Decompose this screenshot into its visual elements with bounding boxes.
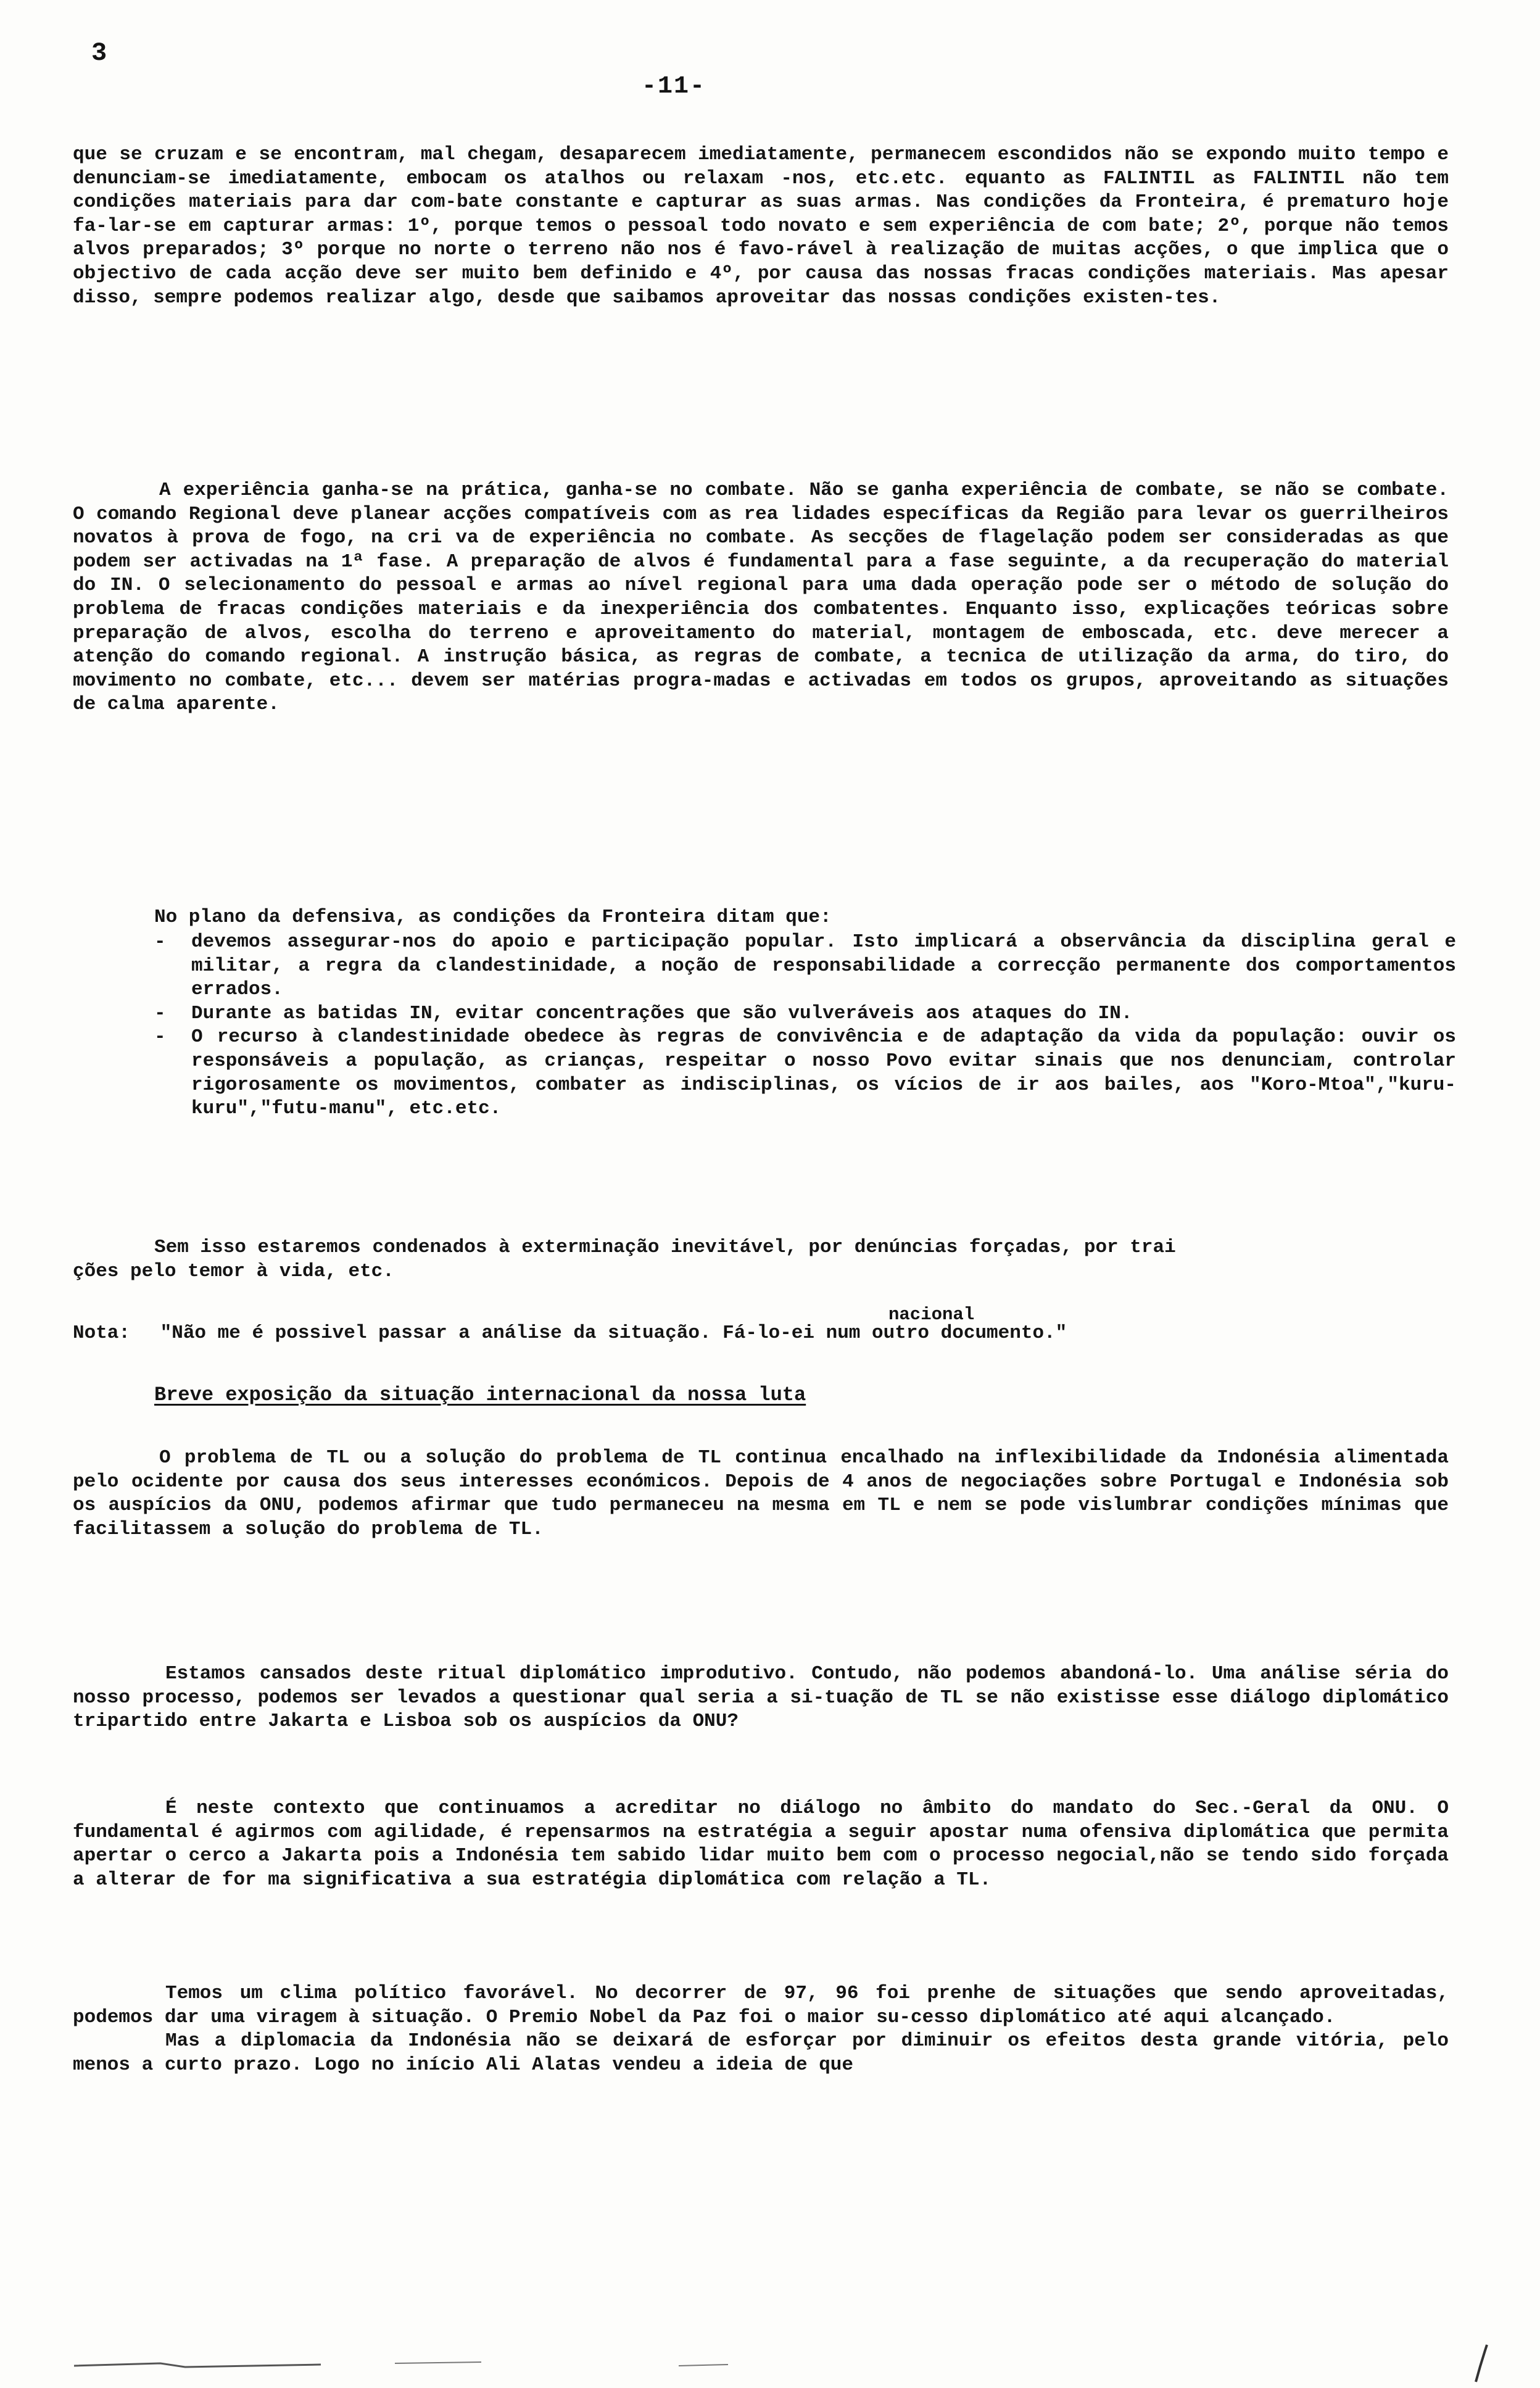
corner-mark: 3 <box>91 38 107 68</box>
defensive-lead-text: No plano da defensiva, as condições da Fronteira ditam que: <box>154 906 832 928</box>
defensive-list <box>154 931 1456 1121</box>
ritual-paragraph <box>73 1662 1449 1734</box>
ritual-paragraph-text: Estamos cansados deste ritual diplomático improdutivo. Contudo, não podemos abandoná-lo. Uma análise séria do nosso processo, podemos ser levados a questionar qual seria a si-tuação de TL se não existisse esse diálogo diplomático tripartido entre Jakarta e Lisboa sob os auspícios da ONU? <box>73 1663 1449 1733</box>
context-paragraph <box>73 1797 1449 1892</box>
list-dash: - <box>154 931 166 953</box>
consequence-continuation <box>73 1260 1449 1284</box>
list-item <box>154 931 1456 1002</box>
intro-paragraph <box>73 143 1449 310</box>
defensive-lead <box>154 906 1450 930</box>
list-item-text: O recurso à clandestinidade obedece às regras de convivência e de adaptação da vida da população: ouvir os responsáveis a população, as crianças, respeitar o nosso Povo evitar sinais que nos denunciam, controlar rigorosamente os movimentos, combater as indisciplinas, os vícios de ir aos bailes, aos "Koro-Mtoa","kuru-kuru","futu-manu", etc.etc. <box>191 1026 1456 1120</box>
section-heading: Breve exposição da situação internacional da nossa luta <box>154 1383 806 1406</box>
problem-paragraph-text: O problema de TL ou a solução do problema de TL continua encalhado na inflexibilidade da Indonésia alimentada pelo ocidente por causa dos seus interesses económicos. Depois de 4 anos de negociações sobre Portugal e Indonésia sob os auspícios da ONU, podemos afirmar que tudo permaneceu na mesma em TL e nem se pode vislumbrar condições mínimas que facilitassem a solução do problema de TL. <box>73 1447 1449 1540</box>
consequence-line <box>154 1236 1450 1260</box>
list-item-text: devemos assegurar-nos do apoio e participação popular. Isto implicará a observância da disciplina geral e militar, a regra da clandestinidade, a noção de responsabilidade a correcção permanente dos comportamentos errados. <box>191 931 1456 1001</box>
consequence-continuation-text: ções pelo temor à vida, etc. <box>73 1261 394 1282</box>
intro-paragraph-text: que se cruzam e se encontram, mal chegam, desaparecem imediatamente, permanecem escondidos não se expondo muito tempo e denunciam-se imediatamente, embocam os atalhos ou relaxam -nos, etc.etc. equanto as FALINTIL as FALINTIL não tem condições materiais para dar com-bate constante e capturar as suas armas. Nas condições da Fronteira, é prematuro hoje fa-lar-se em capturar armas: 1º, porque temos o pessoal todo novato e sem experiência de com bate; 2º, porque não temos alvos preparados; 3º porque no norte o terreno não nos é favo-rável à realização de muitas acções, o que implica que o objectivo de cada acção deve ser muito bem definido e 4º, por causa das nossas fracas condições materiais. Mas apesar disso, sempre podemos realizar algo, desde que saibamos aproveitar das nossas condições existen-tes. <box>73 144 1449 309</box>
note-text: "Não me é possivel passar a análise da situação. Fá-lo-ei num outro documento." <box>160 1322 1067 1344</box>
experience-paragraph-text: A experiência ganha-se na prática, ganha-se no combate. Não se ganha experiência de combate, se não se combate. O comando Regional deve planear acções compatíveis com as rea lidades específicas da Região para levar os guerrilheiros novatos à prova de fogo, na cri va de experiência no combate. As secções de flagelação podem ser consideradas as que podem ser activadas na 1ª fase. A preparação de alvos é fundamental para a fase seguinte, a da recuperação do material do IN. O selecionamento do pessoal e armas ao nível regional para uma dada operação pode ser o método de solução do problema de fracas condições materiais e da inexperiência dos combatentes. Enquanto isso, explicações teóricas sobre preparação de alvos, escolha do terreno e aproveitamento do material, montagem de emboscada, etc. deve merecer a atenção do comando regional. A instrução básica, as regras de combate, a tecnica de utilização da arma, do tiro, do movimento no combate, etc... devem ser matérias progra-madas e activadas em todos os grupos, aproveitando as situações de calma aparente. <box>73 479 1449 716</box>
context-paragraph-text: É neste contexto que continuamos a acreditar no diálogo no âmbito do mandato do Sec.-Geral da ONU. O fundamental é agirmos com agilidade, é repensarmos na estratégia a seguir apostar numa ofensiva diplomática que permita apertar o cerco a Jakarta pois a Indonésia tem sabido lidar muito bem com o processo negocial,não se tendo sido forçada a alterar de for ma significativa a sua estratégia diplomática com relação a TL. <box>73 1797 1449 1891</box>
list-dash: - <box>154 1026 166 1048</box>
climate-paragraph <box>73 1982 1449 2077</box>
note <box>73 1304 1449 1346</box>
list-item <box>154 1026 1456 1121</box>
note-handwritten-insert: nacional <box>888 1304 975 1325</box>
list-item <box>154 1002 1456 1026</box>
page-number: -11- <box>642 73 706 101</box>
note-label: Nota: <box>73 1322 131 1344</box>
consequence-line-text: Sem isso estaremos condenados à exterminação inevitável, por denúncias forçadas, por trai <box>154 1237 1176 1258</box>
experience-paragraph <box>73 479 1449 717</box>
climate-paragraph-text: Temos um clima político favorável. No decorrer de 97, 96 foi prenhe de situações que sendo aproveitadas, podemos dar uma viragem à situação. O Premio Nobel da Paz foi o maior su-cesso diplomático até aqui alcançado. <box>73 1983 1449 2028</box>
problem-paragraph <box>73 1446 1449 1541</box>
scan-artifact-marks <box>0 2339 1540 2388</box>
list-dash: - <box>154 1002 166 1024</box>
list-item-text: Durante as batidas IN, evitar concentrações que são vulveráveis aos ataques do IN. <box>191 1002 1133 1024</box>
diplomacy-paragraph-text: Mas a diplomacia da Indonésia não se deixará de esforçar por diminuir os efeitos desta grande vitória, pelo menos a curto prazo. Logo no início Ali Alatas vendeu a ideia de que <box>73 2030 1449 2076</box>
